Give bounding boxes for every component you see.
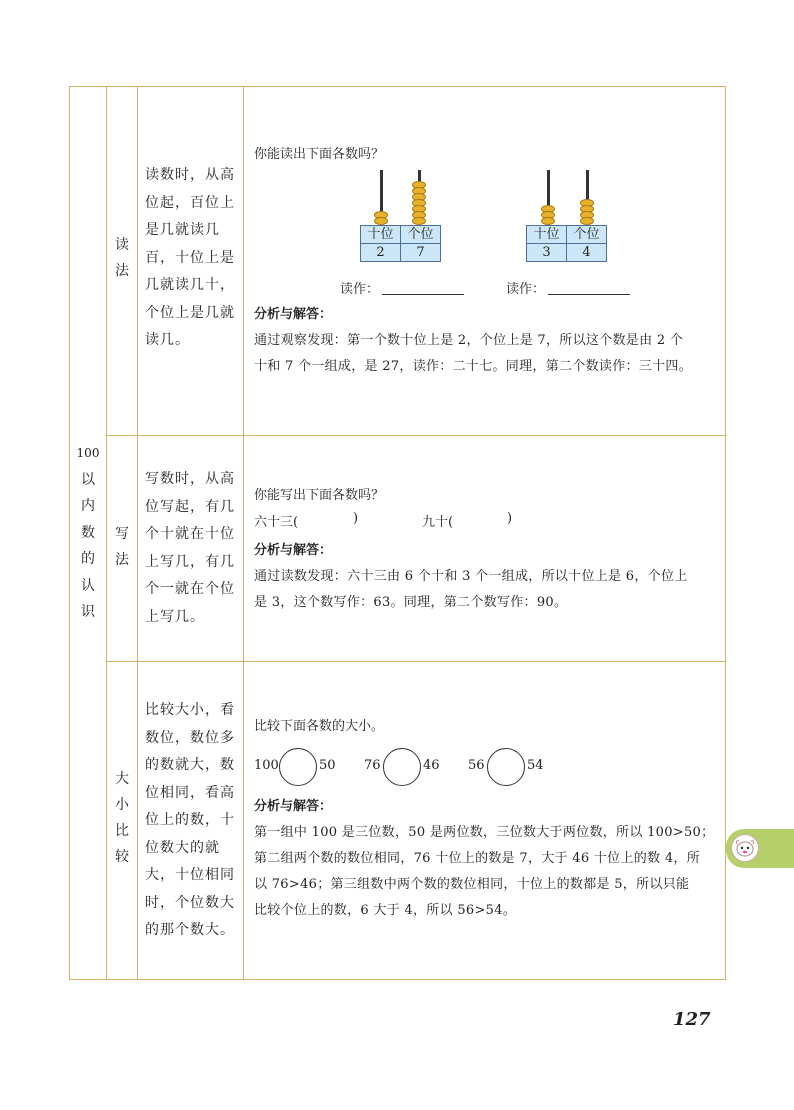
write-item-2: 九十( — [422, 515, 454, 530]
compare-right-1: 50 — [319, 758, 336, 773]
method-char: 大 — [115, 771, 129, 787]
section-title-char: 识 — [81, 604, 95, 620]
rule-line: 位写起，有几 — [145, 498, 235, 515]
ones-header: 个位 — [567, 226, 607, 244]
section-title-char: 以 — [81, 471, 95, 488]
analysis-line: 通过观察发现：第一个数十位上是 2，个位上是 7，所以这个数是由 2 个 — [254, 333, 684, 348]
write-item-1: 六十三( — [254, 515, 299, 530]
rule-line: 位相同，看高 — [145, 784, 235, 801]
rule-line: 写数时，从高 — [145, 471, 235, 487]
rule-line: 个一就在个位 — [145, 581, 235, 597]
comparing-analysis-title: 分析与解答： — [254, 799, 333, 814]
rule-line: 比较大小，看 — [145, 702, 235, 718]
analysis-line: 第一组中 100 是三位数，50 是两位数，三位数大于两位数，所以 100>50； — [254, 825, 715, 840]
rule-line: 是几就读几 — [145, 222, 220, 238]
analysis-line: 比较个位上的数，6 大于 4，所以 56>54。 — [254, 903, 517, 918]
bead — [541, 217, 555, 225]
rule-line: 个十就在十位 — [145, 526, 235, 542]
ones-digit: 4 — [567, 244, 607, 262]
rule-line: 数位，数位多 — [145, 729, 235, 746]
rule-line: 的那个数大。 — [145, 922, 235, 938]
section-title-char: 内 — [81, 498, 95, 514]
method-char: 较 — [115, 849, 129, 865]
table-bottom-border — [69, 979, 726, 980]
row-divider-1 — [106, 435, 726, 436]
method-char: 读 — [115, 237, 129, 253]
analysis-line: 以 76>46；第三组数中两个数的数位相同，十位上的数都是 5，所以只能 — [254, 877, 690, 892]
reading-rule — [145, 162, 241, 355]
column-divider-2 — [137, 86, 138, 979]
rule-line: 读数时，从高 — [145, 167, 235, 183]
read-as-label-2: 读作： — [506, 282, 546, 297]
ones-digit: 7 — [401, 244, 441, 262]
bead — [374, 217, 388, 225]
compare-right-2: 46 — [423, 758, 440, 773]
compare-left-1: 100 — [254, 758, 279, 773]
rule-line: 读几。 — [145, 332, 190, 348]
method-char: 写 — [115, 526, 129, 542]
compare-left-2: 76 — [364, 758, 381, 773]
compare-circle-3[interactable] — [487, 748, 525, 786]
comparing-question: 比较下面各数的大小。 — [254, 719, 385, 734]
reading-question: 你能读出下面各数吗？ — [254, 147, 385, 162]
reading-method-label — [107, 232, 137, 284]
rule-line: 大，十位相同 — [145, 867, 235, 883]
rule-line: 位数大的就 — [145, 839, 220, 856]
rule-line: 位起，百位上 — [145, 194, 235, 211]
compare-circle-1[interactable] — [279, 748, 317, 786]
tens-digit: 2 — [361, 244, 401, 262]
method-char: 法 — [115, 552, 129, 568]
writing-analysis — [254, 564, 688, 616]
write-item-2-close: ) — [507, 511, 513, 526]
bead — [412, 217, 426, 225]
comparing-method-label — [107, 766, 137, 870]
reading-analysis-title: 分析与解答： — [254, 307, 333, 322]
analysis-line: 十和 7 个一组成，是 27，读作：二十七。同理，第二个数读作：三十四。 — [254, 359, 693, 374]
analysis-line: 第二组两个数的数位相同，76 十位上的数是 7，大于 46 十位上的数 4，所 — [254, 851, 700, 866]
read-as-label-1: 读作： — [340, 282, 380, 297]
row-divider-2 — [106, 661, 726, 662]
compare-circle-2[interactable] — [383, 748, 421, 786]
rule-line: 的数就大，数 — [145, 757, 235, 773]
analysis-line: 通过读数发现：六十三由 6 个十和 3 个一组成，所以十位上是 6，个位上 — [254, 569, 688, 584]
sheep-mascot-icon — [731, 834, 759, 862]
answer-blank-1[interactable] — [382, 294, 464, 295]
writing-rule — [145, 466, 241, 631]
comparing-analysis — [254, 820, 714, 924]
rule-line: 位上的数，十 — [145, 812, 235, 828]
tens-header: 十位 — [361, 226, 401, 244]
writing-question: 你能写出下面各数吗？ — [254, 488, 385, 503]
method-char: 小 — [115, 797, 129, 813]
rule-line: 时，个位数大 — [145, 894, 235, 911]
place-value-table-1 — [360, 225, 441, 262]
rule-line: 几就读几十， — [145, 277, 235, 293]
compare-left-3: 56 — [468, 758, 485, 773]
place-value-table-2 — [526, 225, 607, 262]
table-top-border — [69, 86, 726, 87]
rule-line: 个位上是几就 — [145, 304, 235, 321]
section-title — [70, 440, 106, 626]
method-char: 法 — [115, 263, 129, 279]
rule-line: 上写几。 — [145, 608, 205, 625]
section-title-char: 数 — [81, 524, 95, 541]
write-item-1-close: ) — [353, 511, 359, 526]
page-number: 127 — [673, 1009, 711, 1030]
writing-analysis-title: 分析与解答： — [254, 543, 333, 558]
section-title-char: 的 — [81, 551, 95, 567]
reading-analysis — [254, 328, 692, 380]
bead — [580, 217, 594, 225]
answer-blank-2[interactable] — [548, 294, 630, 295]
section-title-char: 认 — [81, 577, 95, 594]
column-divider-3 — [243, 86, 244, 979]
analysis-line: 是 3，这个数写作：63。同理，第二个数写作：90。 — [254, 595, 568, 610]
section-title-char: 100 — [76, 446, 100, 460]
compare-right-3: 54 — [527, 758, 544, 773]
method-char: 比 — [115, 823, 129, 839]
ones-header: 个位 — [401, 226, 441, 244]
writing-method-label — [107, 521, 137, 573]
tens-header: 十位 — [527, 226, 567, 244]
rule-line: 上写几，有几 — [145, 553, 235, 570]
comparing-rule — [145, 697, 241, 945]
tens-digit: 3 — [527, 244, 567, 262]
rule-line: 百，十位上是 — [145, 249, 235, 266]
